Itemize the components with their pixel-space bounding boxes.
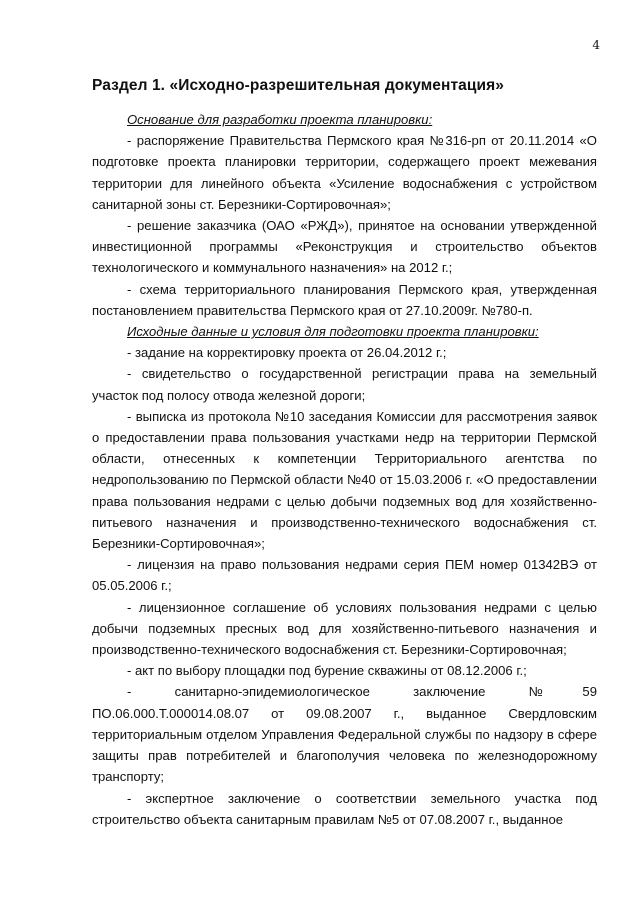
list-item: - схема территориального планирования Пермского края, утвержденная постановлением правительства Пермского края от 27.10.2009г. №780-п. bbox=[92, 281, 597, 318]
list-item: - лицензионное соглашение об условиях пользования недрами с целью добычи подземных пресных вод для хозяйственно-питьевого назначения и производственно-технического водоснабжения ст. Березники-Сортировочная; bbox=[92, 599, 597, 658]
list-item: - экспертное заключение о соответствии земельного участка под строительство объекта санитарным правилам №5 от 07.08.2007 г., выданное bbox=[92, 790, 597, 827]
list-item: - выписка из протокола №10 заседания Комиссии для рассмотрения заявок о предоставлении права пользования участками недр на территории Пермской области, отнесенных к компетенции Территориального агентства по недропользованию по Пермской области №40 от 15.03.2006 г. «О предоставлении права пользования недрами с целью добычи подземных вод для хозяйственно-питьевого назначения и производственно-технического водоснабжения ст. Березники-Сортировочная»; bbox=[92, 408, 597, 552]
list-item: - решение заказчика (ОАО «РЖД»), принятое на основании утвержденной инвестиционной программы «Реконструкция и строительство объектов технологического и коммунального назначения» на 2012 г.; bbox=[92, 218, 597, 276]
list-item: - распоряжение Правительства Пермского края №316-рп от 20.11.2014 «О подготовке проекта планировки территории, содержащего проект межевания территории для линейного объекта «Усиление водоснабжения с устройством санитарной зоны ст. Березники-Сортировочная»; bbox=[92, 133, 597, 212]
subheading-source-data: Исходные данные и условия для подготовки проекта планировки: bbox=[127, 324, 539, 340]
list-item: - свидетельство о государственной регистрации права на земельный участок под полосу отвода железной дороги; bbox=[92, 366, 597, 403]
section-heading: Раздел 1. «Исходно-разрешительная документация» bbox=[92, 77, 504, 94]
page-number: 4 bbox=[592, 38, 600, 52]
document-body bbox=[92, 109, 597, 830]
list-item: - задание на корректировку проекта от 26.04.2012 г.; bbox=[127, 345, 447, 361]
subheading-basis: Основание для разработки проекта планировки: bbox=[127, 112, 433, 127]
list-item: - санитарно-эпидемиологическое заключение №59 ПО.06.000.Т.000014.08.07 от 09.08.2007 г., выданное Свердловским территориальным отделом Управления Федеральной службы по надзору в сфере защиты прав потребителей и благополучия человека по железнодорожному транспорту; bbox=[92, 684, 597, 785]
list-item: - акт по выбору площадки под бурение скважины от 08.12.2006 г.; bbox=[127, 663, 527, 679]
list-item: - лицензия на право пользования недрами серия ПЕМ номер 01342ВЭ от 05.05.2006 г.; bbox=[92, 557, 597, 594]
